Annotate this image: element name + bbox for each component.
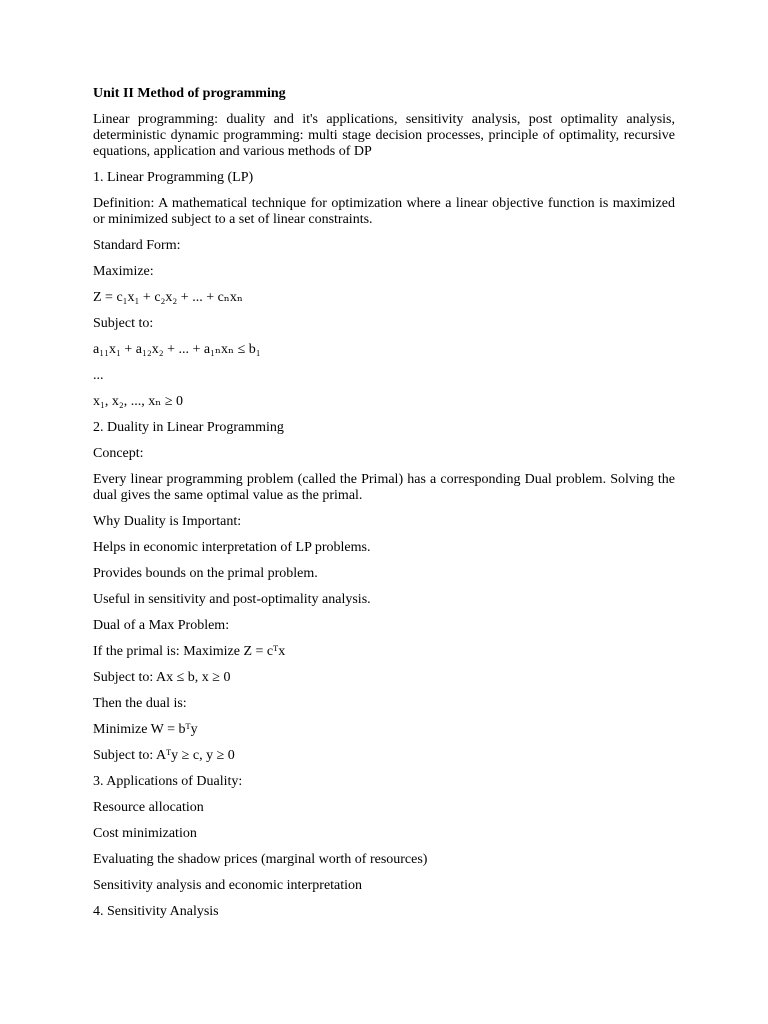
subject-to-label: Subject to: — [93, 316, 154, 331]
intro-paragraph: Linear programming: duality and it's applications, sensitivity analysis, post optimality analysis, deterministic dynamic programming: multi stage decision processes, principle of optimality, recursive equations, application and various methods of DP — [93, 112, 675, 159]
section-heading-applications: 3. Applications of Duality: — [93, 774, 243, 789]
application-item: Sensitivity analysis and economic interpretation — [93, 878, 363, 893]
dual-max-label: Dual of a Max Problem: — [93, 618, 230, 633]
objective-function: Z = c₁x₁ + c₂x₂ + ... + cₙxₙ — [93, 290, 243, 305]
dual-objective: Minimize W = bᵀy — [93, 722, 198, 737]
primal-statement: If the primal is: Maximize Z = cᵀx — [93, 644, 286, 659]
maximize-label: Maximize: — [93, 264, 154, 279]
importance-label: Why Duality is Important: — [93, 514, 242, 529]
constraint-equation: a₁₁x₁ + a₁₂x₂ + ... + a₁ₙxₙ ≤ b₁ — [93, 342, 261, 357]
importance-item: Helps in economic interpretation of LP problems. — [93, 540, 371, 555]
section-heading-sensitivity: 4. Sensitivity Analysis — [93, 904, 219, 919]
ellipsis-line: ... — [93, 368, 104, 383]
application-item: Resource allocation — [93, 800, 204, 815]
section-heading-duality: 2. Duality in Linear Programming — [93, 420, 284, 435]
dual-intro: Then the dual is: — [93, 696, 187, 711]
definition-paragraph: Definition: A mathematical technique for optimization where a linear objective function is maximized or minimized subject to a set of linear constraints. — [93, 196, 675, 227]
standard-form-label: Standard Form: — [93, 238, 181, 253]
application-item: Evaluating the shadow prices (marginal worth of resources) — [93, 852, 428, 867]
importance-item: Useful in sensitivity and post-optimality analysis. — [93, 592, 371, 607]
concept-paragraph: Every linear programming problem (called the Primal) has a corresponding Dual problem. Solving the dual gives the same optimal value as the primal. — [93, 472, 675, 503]
section-heading-linear-programming: 1. Linear Programming (LP) — [93, 170, 254, 185]
document-page — [93, 86, 675, 930]
application-item: Cost minimization — [93, 826, 197, 841]
importance-item: Provides bounds on the primal problem. — [93, 566, 318, 581]
dual-constraint: Subject to: Aᵀy ≥ c, y ≥ 0 — [93, 748, 235, 763]
primal-constraint: Subject to: Ax ≤ b, x ≥ 0 — [93, 670, 231, 685]
concept-label: Concept: — [93, 446, 144, 461]
document-title: Unit II Method of programming — [93, 86, 286, 101]
nonnegativity-constraint: x₁, x₂, ..., xₙ ≥ 0 — [93, 394, 184, 409]
